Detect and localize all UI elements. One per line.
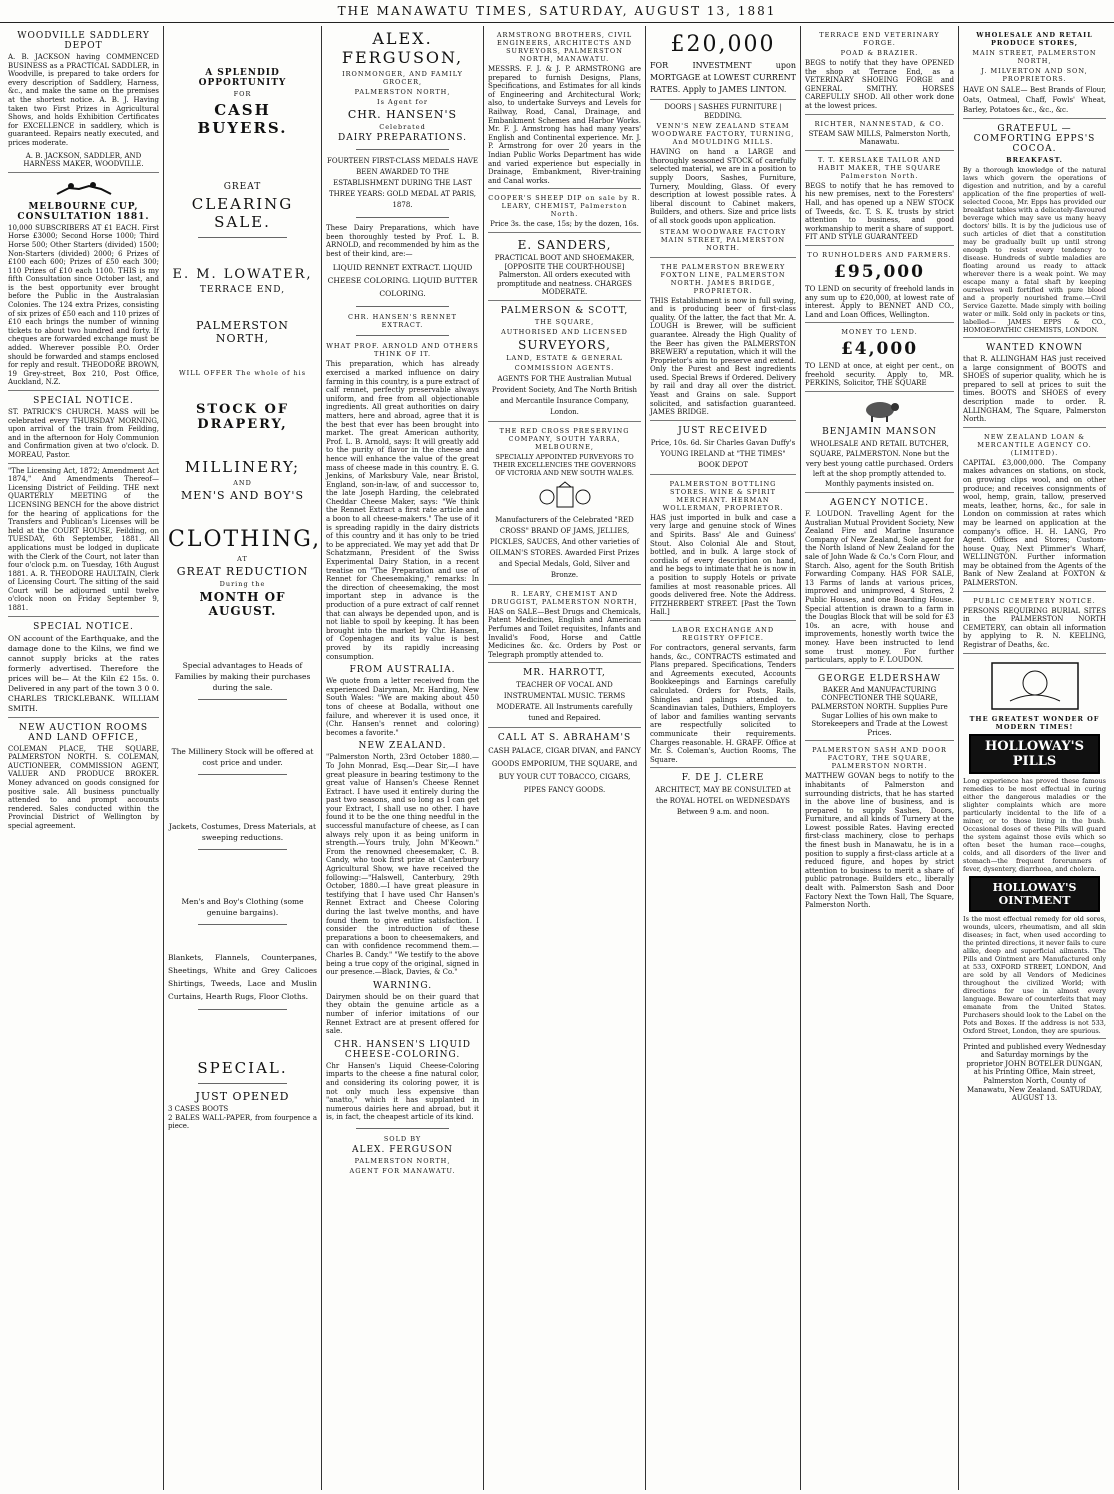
auction-ad: [8, 718, 159, 834]
wanted-body: that R. ALLINGHAM HAS just received a large consignment of BOOTS and SHOES of superior quality, which he is prepared to sell at prices to suit the times. BOOTS and SHOES of every description made to order. R. ALLINGHAM, The Square, Palmerston North.: [963, 355, 1106, 424]
eldershaw-title: GEORGE ELDERSHAW: [817, 673, 942, 684]
saddlery-title: WOODVILLE SADDLERY DEPOT: [17, 31, 150, 51]
coloring-title: CHR. HANSEN'S LIQUID CHEESE-COLORING.: [334, 1039, 471, 1060]
clere-body: ARCHITECT, MAY BE CONSULTED at the ROYAL HOTEL on WEDNESDAYS Between 9 a.m. and noon.: [655, 786, 791, 817]
during-label: During the: [219, 580, 266, 588]
epps-sub: BREAKFAST.: [1006, 156, 1063, 164]
holloway-body-2: Is the most effectual remedy for old sores, wounds, ulcers, rheumatism, and all skin diseases; in fact, when used according to the printed directions, it never fails to cure alike, deep and superficial ailments. The Pills and Ointment are Manufactured only at 533, OXFORD STREET, LONDON, And are sold by all Vendors of Medicines throughout the civilized World; with directions for use in almost every language. Beware of counterfeits that may emanate from the United States. Purchasers should look to the Label on the Pots and Boxes. If the address is not 533, Oxford Street, London, they are spurious.: [963, 914, 1106, 1035]
rc-sub: SPECIALLY APPOINTED PURVEYORS TO THEIR EXCELLENCIES THE GOVERNORS OF VICTORIA AND NEW SOUTH WALES.: [492, 452, 637, 477]
sanders-body: PRACTICAL BOOT AND SHOEMAKER, [OPPOSITE THE COURT-HOUSE] Palmerston. All orders executed with promptitude and neatness. CHARGES MODERATE.: [494, 253, 635, 297]
produce-body: HAVE ON SALE— Best Brands of Flour, Oats, Oatmeal, Chaff, Fowls' Wheat, Barley, Potatoes &c., &c., &c.: [963, 86, 1106, 114]
labor-title: LABOR EXCHANGE AND REGISTRY OFFICE.: [671, 625, 775, 642]
ferguson-loc: PALMERSTON NORTH,: [354, 88, 451, 96]
vet-title: TERRACE END VETERINARY FORGE.: [819, 31, 940, 47]
jackets: Jackets, Costumes, Dress Materials, at sweeping reductions.: [168, 822, 317, 842]
eldershaw-body: BAKER And MANUFACTURING CONFECTIONER THE SQUARE, PALMERSTON NORTH. Supplies Pure Sugar Lollies of his own make to Storekeepers and Trade at the Lowest Prices.: [811, 685, 948, 737]
holloway-title: THE GREATEST WONDER OF MODERN TIMES!: [969, 714, 1100, 731]
kerslake-title: T. T. KERSLAKE TAILOR AND HABIT MAKER, THE SQUARE Palmerston North.: [817, 155, 942, 180]
clere-ad: [650, 768, 796, 821]
manson-ad: [805, 392, 954, 493]
masthead: THE MANAWATU TIMES, SATURDAY, AUGUST 13, 1881: [0, 0, 1114, 23]
just-opened: JUST OPENED: [195, 1090, 290, 1103]
notice-body: ST. PATRICK'S CHURCH. MASS will be celebrated every THURSDAY MORNING, upon arrival of the train from Feilding, and in the afternoon for Holy Communion and Confirmation given at two o'clock. D. MOREAU, Pastor.: [8, 408, 159, 459]
ps-surveyors: SURVEYORS,: [518, 337, 611, 352]
saddlery-ad: [8, 26, 159, 173]
epps-ad: [963, 119, 1106, 338]
column-4: [484, 26, 646, 1490]
month-august: MONTH OF AUGUST.: [199, 590, 286, 618]
armstrong-title: ARMSTRONG BROTHERS, CIVIL ENGINEERS, ARCHITECTS AND SURVEYORS, PALMERSTON NORTH, MANAWATU.: [496, 31, 633, 63]
holloway-emblem-icon: [990, 661, 1080, 711]
ps-square: THE SQUARE,: [534, 317, 595, 326]
eldershaw-ad: [805, 669, 954, 742]
brewery-title: THE PALMERSTON BREWERY FOXTON LINE, PALMERSTON NORTH. JAMES BRIDGE, PROPRIETOR.: [660, 262, 786, 295]
holloway-body: Long experience has proved these famous remedies to be most effectual in curing either the dangerous maladies or the slighter complaints which are more particularly incidental to the life of a miner, or to those living in the bush. Occasional doses of these Pills will guard the system against those evils which so often beset the human race—coughs, colds, and all disorders of the liver and stomach—the frequent forerunners of fever, dysentery, diarrhoea, and cholera.: [963, 776, 1106, 873]
agency-title: AGENCY NOTICE.: [830, 498, 929, 509]
cemetery-ad: [963, 592, 1106, 654]
ps-agents: AGENTS FOR THE Australian Mutual Provident Society, And The North British and Mercantile Insurance Company, London.: [491, 374, 638, 416]
runholders-title: TO RUNHOLDERS AND FARMERS.: [807, 250, 952, 259]
great-label: GREAT: [223, 182, 262, 192]
column-3: [322, 26, 484, 1490]
labor-body: For contractors, general servants, farm hands, &c., CONTRACTS estimated and Plans prepared. Specifications, Tenders and Agreements executed, Accounts Bookkeepings and Earnings carefully calculated. Orders for Posts, Rails, Shingles and palings attended to. Scandinavian tales, Duthiers, Employers of labor and families wanting servants are respectfully solicited to communicate their requirements. Charges reasonable. H. GRAFF. Office at Mr. S. Coleman's, Auction Rooms, The Square.: [650, 643, 796, 764]
wanted-ad: [963, 338, 1106, 428]
column-2: [164, 26, 322, 1490]
will-offer: WILL OFFER The whole of his: [178, 369, 307, 377]
cup-ad: [8, 173, 159, 391]
cup-body: 10,000 SUBSCRIBERS AT £1 EACH. First Horse £3000; Second Horse 1000; Third Horse 500; Other Starters (divided) 1500; Non-Starters (divided) 2000; 6 Prizes of £100 each 600; Prizes of £50 each 300; 110 Prizes of £10 each 1100. THIS is my fifth Consultation since October last, and is the best opportunity ever brought before the Public in the Australasian Colonies. The 124 extra Prizes, consisting of six prizes of £50 each and 110 prizes of £10 each brings the number of winning tickets to about two hundred and forty. If cheques are forwarded exchange must be added. Wherever possible P.O. Order should be forwarded and stamps enclosed for reply and result. THEODORE BROWN, 19 Grey-street, Box 210, Post Office, Auckland, N.Z.: [8, 223, 159, 387]
sash-body: MATTHEW GOVAN begs to notify to the inhabitants of Palmerston and surrounding districts, that he has started in the above line of business, and is prepared to supply Sashes, Doors, Furniture, and all kinds of Turnery at the Lowest possible Rates. Having erected first-class machinery, close to perhaps the finest bush in Manawatu, he is in a position to supply a first-class article at a reduced figure, and hopes by strict attention to business to merit a share of public patronage. Builders etc., liberally dealt with. Palmerston Sash and Door Factory Next the Town Hall, The Square, Palmerston North.: [805, 772, 954, 910]
imprint: Printed and published every Wednesday and Saturday mornings by the proprietor JOHN BOTELER DUNGAN, at his Printing Office, Main street, Palmerston North, County of Manawatu, New Zealand. SATURDAY, AUGUST 13.: [963, 1042, 1106, 1103]
agency-ad: [805, 493, 954, 669]
mens-boys: MEN'S AND BOY'S: [181, 489, 304, 502]
epps-title: GRATEFUL — COMFORTING EPPS'S COCOA.: [973, 124, 1096, 154]
manson-body: WHOLESALE AND RETAIL BUTCHER, SQUARE, PALMERSTON. None but the very best young cattle purchased. Orders left at the shop promptly attended to. Monthly payments insisted on.: [805, 440, 954, 489]
saddlery-body: A. B. JACKSON having COMMENCED BUSINESS as a PRACTICAL SADDLER, in Woodville, is prepared to take orders for every description of Saddlery, Harness, &c., and make the same on the premises at the shortest notice. A. B. J. Having taken two First Prizes in Agricultural Shows, and holds Exhibition Certificates for EXCELLENCE in saddlery, which is guaranteed. Repairs neatly executed, and prices moderate.: [8, 53, 159, 147]
money-amount: £4,000: [840, 339, 919, 360]
coloring-body: Chr Hansen's Liquid Cheese-Coloring imparts to the cheese a fine natural color, and considering its coloring power, it is not only much less expensive than "anatto," which it has supplanted in numerous dairies here and abroad, but it is, in fact, the cheapest article of its kind.: [326, 1061, 479, 1122]
labor-ad: [650, 621, 796, 768]
sold-loc: PALMERSTON NORTH,: [354, 1156, 451, 1165]
just-body: Price, 10s. 6d. Sir Charles Gavan Duffy's YOUNG IRELAND at "THE TIMES" BOOK DEPOT: [650, 438, 796, 469]
loan-ad: [963, 428, 1106, 592]
venn-body: HAVING on hand a LARGE and thoroughly seasoned STOCK of carefully selected material, we are in a position to supply Doors, Sashes, Furniture, Turnery, Moulding, Glass. Of every description at lowest possible rates. A liberal discount to Cabinet makers, Builders, and others. Size and price lists of all stock goods upon application.: [650, 148, 796, 225]
columns: [4, 26, 1110, 1490]
clere-title: F. DE J. CLERE: [681, 773, 765, 784]
millinery-stock: The Millinery Stock will be offered at cost price and under.: [171, 747, 314, 767]
money-lend-ad: [805, 323, 954, 392]
cup-title: MELBOURNE CUP, CONSULTATION 1881.: [17, 201, 150, 222]
runholders-body: TO LEND on security of freehold lands in any sum up to £20,000, at lowest rate of interest. Apply to BENNET AND CO., Land and Loan Offices, Wellington.: [805, 284, 954, 319]
brick-notice: [8, 617, 159, 718]
and-label: AND: [233, 479, 252, 487]
medals: FOURTEEN FIRST-CLASS MEDALS HAVE BEEN AWARDED TO THE ESTABLISHMENT DURING THE LAST THREE YEARS: GOLD MEDAL AT PARIS, 1878.: [326, 157, 479, 209]
for-label: FOR: [233, 90, 252, 98]
produce-name: J. MILVERTON AND SON, PROPRIETORS.: [981, 67, 1088, 83]
lowater-name: E. M. LOWATER,: [172, 267, 313, 282]
ps-title: PALMERSON & SCOTT,: [500, 305, 629, 316]
special-heading: SPECIAL.: [197, 1059, 288, 1077]
licensing-notice: [8, 464, 159, 617]
ps-auth: AUTHORISED AND LICENSED: [501, 327, 628, 336]
leary-ad: [488, 585, 641, 664]
epps-body: By a thorough knowledge of the natural laws which govern the operations of digestion and nutrition, and by a careful application of the fine properties of well-selected Cocoa, Mr. Epps has provided our breakfast tables with a delicately-flavoured beverage which may save us many heavy doctors' bills. It is by the judicious use of such articles of diet that a constitution may be gradually built up until strong enough to resist every tendency to disease. Hundreds of subtle maladies are floating around us ready to attack wherever there is a weak point. We may escape many a fatal shaft by keeping ourselves well fortified with pure blood and a properly nourished frame.—Civil Service Gazette. Made simply with boiling water or milk. Sold only in packets or tins, labelled— JAMES EPPS & CO., HOMOEOPATHIC CHEMISTS, LONDON.: [963, 166, 1106, 334]
blankets: Blankets, Flannels, Counterpanes, Sheetings, White and Grey Calicoes Shirtings, Tweeds, Lace and Muslin Curtains, Hearth Rugs, Floor Cloths.: [168, 953, 317, 1001]
brick-body: ON account of the Earthquake, and the damage done to the Kilns, we find we cannot supply bricks at the rates formerly advertised. Therefore the prices will be— At the Kiln £2 15s. 0. Delivered in any part of the town 3 0 0. CHARLES TRICKLEBANK. WILLIAM SMITH.: [8, 633, 159, 713]
warning-title: WARNING.: [372, 980, 433, 991]
column-6: [801, 26, 959, 1490]
great-reduction: GREAT REDUCTION: [176, 565, 309, 578]
sash-ad: [805, 741, 954, 913]
sheep-dip-ad: [488, 189, 641, 233]
column-1: [4, 26, 164, 1490]
brewery-body: THIS Establishment is now in full swing, and is producing beer of first-class quality. Of the latter, the fact that Mr. A. LOUGH is Brewer, will be sufficient guarantee. Already the High Quality of the Beer has given the PALMERSTON BREWERY a reputation, which it will the Proprietor's aim to preserve and extend. Only the Purest and Best ingredients used. Special Brews if Ordered. Delivery by rail and dray all over the district. Yeast and Grains on sale. Support solicited, and satisfaction guaranteed. JAMES BRIDGE.: [650, 296, 796, 417]
armstrong-body: MESSRS. F. J. & J. P. ARMSTRONG are prepared to furnish Designs, Plans, Specifications, and Estimates for all kinds of Engineering and Architectural Work; also, to undertake Surveys and Levels for Railway, Road, Canal, Drainage, and Embankment Schemes and Harbor Works. Mr. F. J. Armstrong has had many years' English and Continental experience. Mr. J. P. Armstrong for over 20 years in the Indian Public Works Department has wide and varied experience but especially in Drainage, Embankment, River-training and Canal works.: [488, 65, 641, 185]
runholders-amount: £95,000: [834, 261, 925, 282]
ps-land: LAND, ESTATE & GENERAL: [506, 353, 623, 362]
sold-by: SOLD BY: [383, 1134, 422, 1143]
sold-agent: AGENT FOR MANAWATU.: [349, 1166, 456, 1175]
kerslake-ad: [805, 151, 954, 246]
bottling-title: PALMERSTON BOTTLING STORES. WINE & SPIRIT MERCHANT. HERMAN WOLLERMAN, PROPRIETOR.: [662, 479, 784, 512]
column-5: [646, 26, 801, 1490]
column-7: [959, 26, 1110, 1490]
harrott-body: TEACHER OF VOCAL AND INSTRUMENTAL MUSIC. TERMS MODERATE. All Instruments carefully tuned and Repaired.: [496, 681, 633, 723]
notice-title: SPECIAL NOTICE.: [33, 396, 134, 406]
veterinary-ad: [805, 26, 954, 115]
celebrated: Celebrated: [379, 123, 426, 131]
manson-title: BENJAMIN MANSON: [822, 427, 937, 438]
holloway-ad: [963, 654, 1106, 1039]
money-title: MONEY TO LEND.: [841, 328, 918, 337]
prep-body: These Dairy Preparations, which have been thoroughly tested by Prof. L. B. ARNOLD, and recommended by him as the best of their kind, are:—: [326, 224, 479, 258]
bottling-body: HAS just imported in bulk and case a very large and genuine stock of Wines and Spirits. Bass' Ale and Guiness' Stout. Also Colonial Ale and Stout, bottled, and in bulk. A large stock of cordials of every description on hand, and he begs to intimate that he is now in a position to supply Hotels or private families at most reasonable prices. All goods delivered free. Note the Address. FITZHERBERT STREET. [Past the Town Hall.]: [650, 513, 796, 617]
armstrong-ad: [488, 26, 641, 189]
sash-title: PALMERSTON SASH AND DOOR FACTORY, THE SQUARE, PALMERSTON NORTH.: [812, 746, 947, 771]
auction-title: NEW AUCTION ROOMS AND LAND OFFICE,: [18, 722, 149, 743]
cash-buyers: CASH BUYERS.: [197, 101, 288, 137]
richter-ad: [805, 115, 954, 151]
sheep-dip-body: Price 3s. the case, 15s; by the dozen, 16s.: [490, 220, 639, 229]
vet-body: BEGS to notify that they have OPENED the shop at Terrace End, as a VETERINARY SHOEING FORGE and GENERAL SMITHY. HORSES CAREFULLY SHOD. All other work done at the lowest prices.: [805, 59, 954, 110]
arnold-body: This preparation, which has already exercised a marked influence on dairy farming in this country, is a pure extract of calf rennet, perfectly preservable always uniform, and free from all objectionable ingredients. All great authorities on dairy matters, here and abroad, agree that it is the best that ever has been brought into market. The great American authority, Prof. L. B. Arnold, says: It will greatly add to the purity of flavor in the cheese and hence will enhance the value of the great mass of cheese made in this country. E. G. Jenkins, of Marksbury Vale, near Bristol, England, son-in-law, of and successor to, the late Joseph Harding, the celebrated Cheddar Cheese Maker, says: "We think the Rennet Extract a first rate article and a boon to all cheese-makers." The use of it is spreading rapidly in the dairy districts of this country and it has only to be tried to be appreciated. We may yet add that Dr Schatzmann, President of the Swiss Experimental Dairy Station, in a recent treatise on "The Preparation and use of Rennet for Cheesemaking," remarks: In the direction of cheesemaking, the most important step in advance is the production of a pure extract of calf rennet that can always be depended upon, and is not liable to spoil by keeping. It has been brought into the market by Chr. Hansen, of Copenhagen and its value is best proved by its rapidly increasing consumption.: [326, 360, 479, 661]
cemetery-title: PUBLIC CEMETERY NOTICE.: [973, 596, 1096, 605]
produce-loc: MAIN STREET, PALMERSTON NORTH,: [972, 49, 1097, 65]
investment-body: FOR INVESTMENT upon MORTGAGE at LOWEST CURRENT RATES. Apply to JAMES LINTON.: [650, 61, 796, 94]
venn-sig: STEAM WOODWARE FACTORY MAIN STREET, PALMERSTON NORTH.: [659, 227, 787, 252]
loan-title: NEW ZEALAND LOAN & MERCANTILE AGENCY CO. (LIMITED).: [977, 432, 1092, 457]
bottling-ad: [650, 475, 796, 621]
sanders-title: E. SANDERS,: [517, 237, 612, 252]
investment-ad: [650, 26, 796, 100]
at-label: AT: [237, 555, 248, 563]
ferguson-name: ALEX. FERGUSON,: [341, 29, 464, 67]
terrace-end: TERRACE END,: [199, 285, 286, 295]
venn-title: VENN'S NEW ZEALAND STEAM WOODWARE FACTORY, TURNING, And MOULDING MILLS.: [651, 122, 795, 147]
prep-list: LIQUID RENNET EXTRACT. LIQUID CHEESE COLORING. LIQUID BUTTER COLORING.: [327, 263, 478, 299]
nz-title: NEW ZEALAND.: [358, 741, 447, 752]
dairy-preps: DAIRY PREPARATIONS.: [337, 133, 467, 143]
agent-for: Is Agent for: [377, 98, 428, 106]
loan-body: CAPITAL £3,000,000. The Company makes advances on stations, on stock, on growing clips wool, and on other produce; and receives consignments of wool, hemp, grain, tallow, preserved meats, leather, horns, &c., for sale in London on commission at rates which may be learned on application at the company's office. H. H. LANG, Pro Agent. Offices and Stores; Custom-house Quay, Next Plimmer's Wharf, WELLINGTON. Further information may be obtained from the Agents of the Bank of New Zealand at FOXTON & PALMERSTON.: [963, 458, 1106, 588]
sold-name: ALEX. FERGUSON: [352, 1144, 453, 1155]
holloway-ointment: HOLLOWAY'S OINTMENT: [969, 876, 1100, 912]
royal-arms-icon: [535, 481, 595, 511]
opportunity-heading: A SPLENDID OPPORTUNITY: [198, 68, 287, 88]
bales-paper: 2 BALES WALL-PAPER, from fourpence a piece.: [168, 1113, 317, 1131]
warning-body: Dairymen should be on their guard that they obtain the genuine article as a number of inferior imitations of our Rennet Extract are at present offered for sale.: [326, 992, 479, 1036]
horse-race-icon: [49, 180, 119, 198]
abraham-title: CALL AT S. ABRAHAM'S: [497, 733, 632, 744]
sheep-dip-title: COOPER'S SHEEP DIP on sale by R. LEARY, CHEMIST, Palmerston North.: [488, 194, 641, 219]
richter-title: RICHTER, NANNESTAD, & CO.: [814, 119, 945, 128]
money-body: TO LEND at once, at eight per cent., on freehold security. Apply to, MR. PERKINS, Solicitor, THE SQUARE: [805, 362, 954, 388]
agency-body: F. LOUDON. Travelling Agent for the Australian Mutual Provident Society, New Zealand Fire and Marine Insurance Company of New Zealand, Sole agent for the North Island of New Zealand for the sale of John Wade & Co.'s Corn Flour, and Starch. Also, agent for the South British Forwarding Company. HAS FOR SALE, 13 Farms of lands at various prices, improved and unimproved, 4 Stores, 2 Public Houses, and one Boarding House. Special attention is drawn to a farm in the Douglas Block that will be sold for £3 10s. an acre, with house and improvements, honestly worth twice the money. Have been instructed to lend some trust money. For further particulars, apply to F. LOUDON.: [805, 510, 954, 665]
holloway-pills: HOLLOWAY'S PILLS: [969, 734, 1100, 774]
saddlery-signature: A. B. JACKSON, SADDLER, AND HARNESS MAKER, WOODVILLE.: [23, 151, 144, 169]
australia-body: We quote from a letter received from the experienced Dairyman, Mr. Harding, New South Wales: "We are making about 450 tons of cheese at Bodalla, without one failure, and wherever it is used once, it (Chr. Hansen's rennet and coloring) becomes a favorite.": [326, 677, 479, 737]
just-title: JUST RECEIVED: [678, 425, 768, 436]
vet-sub: POAD & BRAZIER.: [840, 49, 919, 57]
brick-title: SPECIAL NOTICE.: [33, 621, 134, 632]
palmerston-north: PALMERSTON NORTH,: [196, 319, 289, 345]
ferguson-trade: IRONMONGER, AND FAMILY GROCER,: [342, 70, 463, 86]
advantages: Special advantages to Heads of Families by making their purchases during the sale.: [174, 661, 311, 692]
special-notice-church: [8, 391, 159, 464]
ps-commission: COMMISSION AGENTS.: [514, 363, 615, 372]
harrott-ad: [488, 663, 641, 728]
just-received-ad: [650, 421, 796, 475]
wanted-title: WANTED KNOWN: [986, 343, 1083, 353]
nz-body: "Palmerston North, 23rd October 1880.—To John Monrad, Esq.—Dear Sir,—I have great pleasure in bearing testimony to the great value of Hansen's Cheese Rennet Extract. I have used it entirely during the past two seasons, and so long as I can get your Extract, I shall use no other. I have found it to be the one thing needful in the successful manufacture of cheese, as I can always rely upon it as being uniform in strength.—Yours truly, John M'Keown." From the renowned cheesemaker, C. B. Candy, who took first prize at Canterbury Agricultural Show, we have received the following:—"Halswell, Canterbury, 29th October, 1880.—I have great pleasure in testifying that I have used Chr Hansen's Rennet Extract and Cheese Coloring during the last twelve months, and have found them to give entire satisfaction. I consider the introduction of these preparations a boon to cheesemakers, and can with confidence recommend them.—Charles B. Candy." "We testify to the above being a true copy of the original, signed in our presence.—Black, Davies, & Co.": [326, 753, 479, 977]
leary-body: HAS on SALE—Best Drugs and Chemicals, Patent Medicines, English and American Perfumes and Toilet requisites, Infants and Invalid's Food, Horse and Cattle Medicines &c. &c. Orders by Post or Telegraph promptly attended to.: [488, 607, 641, 659]
australia-title: FROM AUSTRALIA.: [349, 665, 456, 676]
venn-doors: DOORS | SASHES FURNITURE | BEDDING.: [664, 103, 782, 120]
clothing: CLOTHING,: [168, 527, 322, 552]
rennet-title: CHR. HANSEN'S RENNET EXTRACT.: [347, 313, 457, 330]
venn-ad: [650, 100, 796, 258]
brewery-ad: [650, 258, 796, 421]
hansen-name: CHR. HANSEN'S: [347, 108, 458, 121]
abraham-ad: [488, 728, 641, 800]
harrott-title: MR. HARROTT,: [523, 668, 606, 679]
clearing-sale: CLEARING SALE.: [191, 195, 294, 231]
auction-body: COLEMAN PLACE, THE SQUARE, PALMERSTON NORTH. S. COLEMAN, AUCTIONEER, COMMISSION AGENT, VALUER AND PRODUCE BROKER. Money advanced on goods consigned for positive sale. All business punctually attended to and prompt accounts rendered. Sales conducted within the Provincial District of Wellington by special agreement.: [8, 744, 159, 830]
stock-drapery: STOCK OF DRAPERY,: [195, 402, 290, 432]
sanders-ad: [488, 233, 641, 301]
investment-amount: £20,000: [670, 32, 776, 57]
arnold-title: WHAT PROF. ARNOLD AND OTHERS THINK OF IT.: [326, 342, 479, 359]
rc-body: Manufacturers of the Celebrated "RED CROSS" BRAND OF JAMS, JELLIES, PICKLES, SAUCES, And other varieties of OILMAN'S STORES. Awarded First Prizes and Special Medals, Gold, Silver and Bronze.: [489, 515, 640, 579]
abraham-body: CASH PALACE, CIGAR DIVAN, and FANCY GOODS EMPORIUM, THE SQUARE, and BUY YOUR CUT TOBACCO, CIGARS, PIPES FANCY GOODS.: [488, 747, 641, 795]
cemetery-body: PERSONS REQUIRING BURIAL SITES in the PALMERSTON NORTH CEMETERY, can obtain all information by applying to R. N. KEELING, Registrar of Deaths, &c.: [963, 606, 1106, 650]
licensing-body: "The Licensing Act, 1872; Amendment Act 1874," And Amendments Thereof— Licensing District of Feilding. THE next QUARTERLY MEETING of the LICENSING BENCH for the above district for the hearing of applications for the Transfers and Publican's Licenses will be held at the COURT HOUSE, Feilding, on TUESDAY, 6th September, 1881. All applications must be lodged in duplicate with the Clerk of the Court, not later than four o'clock p.m. on Tuesday, 16th August 1881. A. R. THEODORE HAULTAIN, Clerk of Licensing Court. The sitting of the said Court will be adjourned until twelve o'clock noon on Friday September 9, 1881.: [8, 466, 159, 613]
sheep-icon: [860, 399, 900, 423]
clothing-line: Men's and Boy's Clothing (some genuine bargains).: [181, 897, 304, 917]
cases-boots: 3 CASES BOOTS: [168, 1105, 229, 1113]
rc-title: THE RED CROSS PRESERVING COMPANY, SOUTH YARRA, MELBOURNE,: [499, 426, 630, 451]
palmerson-scott-ad: [488, 301, 641, 422]
produce-title: WHOLESALE AND RETAIL PRODUCE STORES,: [976, 31, 1093, 47]
leary-title: R. LEARY, CHEMIST AND DRUGGIST, PALMERSTON NORTH,: [491, 589, 638, 606]
richter-body: STEAM SAW MILLS, Palmerston North, Manawatu.: [808, 129, 951, 147]
produce-ad: [963, 26, 1106, 119]
runholders-ad: [805, 246, 954, 323]
red-cross-ad: [488, 422, 641, 585]
millinery: MILLINERY;: [184, 458, 301, 476]
kerslake-body: BEGS to notify that he has removed to his new premises, next to the Foresters' Hall, and has opened up a NEW STOCK of Tweeds, &c. T. S. K. trusts by strict attention to business, and good workmanship to merit a share of support. FIT AND STYLE GUARANTEED: [805, 181, 954, 242]
